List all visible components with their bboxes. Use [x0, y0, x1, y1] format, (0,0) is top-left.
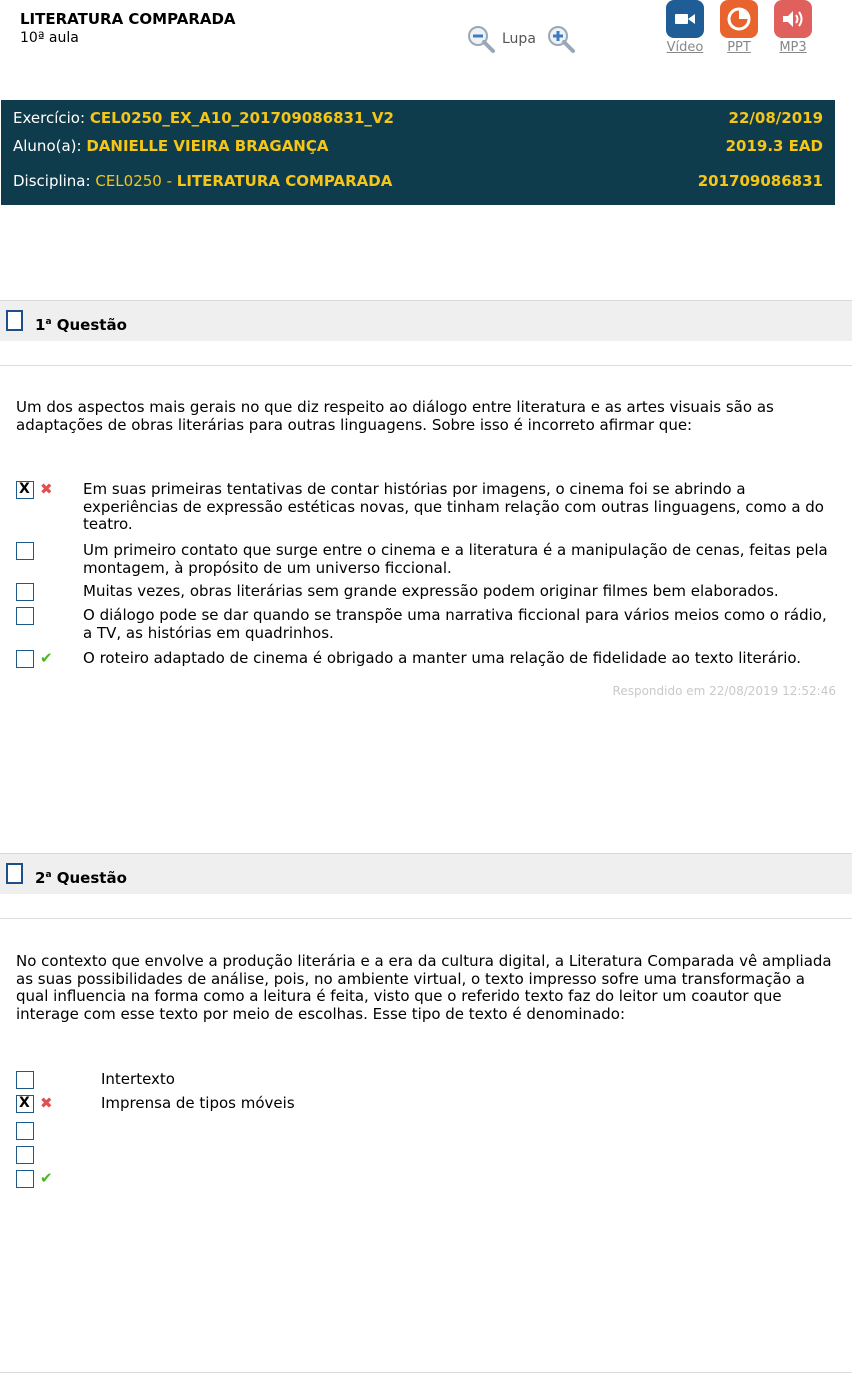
correct-check-icon: ✔ — [40, 649, 53, 667]
option-text: O roteiro adaptado de cinema é obrigado a manter uma relação de fidelidade ao texto literário. — [83, 649, 802, 667]
divider — [0, 1372, 852, 1373]
question-prompt: No contexto que envolve a produção literária e a era da cultura digital, a Literatura Comparada vê ampliada as suas possibilidades de análise, pois, no ambiente virtual, o texto impresso sofre uma transformação a qual influencia na forma como a leitura é feita, visto que o referido texto faz do leitor um coautor que interage com esse texto por meio de escolhas. Esse tipo de texto é denominado: — [16, 952, 832, 1023]
wrong-mark-icon: ✖ — [40, 1094, 53, 1112]
video-camera-icon — [666, 0, 704, 38]
option-text: Imprensa de tipos móveis — [101, 1094, 295, 1112]
zoom-controls — [466, 24, 576, 54]
checkbox[interactable] — [16, 1146, 34, 1164]
exercise-date: 22/08/2019 — [728, 109, 823, 127]
registration-number: 201709086831 — [697, 172, 823, 190]
wrong-mark-icon: ✖ — [40, 480, 53, 498]
ppt-icon — [720, 0, 758, 38]
checkbox[interactable] — [16, 1122, 34, 1140]
question-prompt: Um dos aspectos mais gerais no que diz respeito ao diálogo entre literatura e as artes visuais são as adaptações de obras literárias para outras linguagens. Sobre isso é incorreto afirmar que: — [16, 398, 774, 434]
checkbox[interactable] — [16, 583, 34, 601]
option-text: Em suas primeiras tentativas de contar histórias por imagens, o cinema foi se abrindo a experiências de expressão estéticas novas, que tinham relação com outras linguagens, como a do teatro. — [83, 480, 824, 533]
question-title: 1$^a$ Questão — [35, 316, 127, 334]
checkbox[interactable] — [16, 1170, 34, 1188]
discipline-name: LITERATURA COMPARADA — [176, 172, 393, 190]
question-title: 2$^a$ Questão — [35, 869, 127, 887]
zoom-out-icon[interactable] — [466, 24, 496, 54]
question-header — [0, 300, 852, 341]
checkbox[interactable] — [16, 1095, 34, 1113]
checkbox[interactable] — [16, 542, 34, 560]
option-text: Intertexto — [101, 1070, 175, 1088]
video-button[interactable] — [660, 0, 710, 55]
discipline-code: CEL0250 - — [95, 172, 173, 190]
checkbox[interactable] — [16, 1071, 34, 1089]
divider — [0, 365, 852, 366]
student-name: DANIELLE VIEIRA BRAGANÇA — [86, 137, 329, 155]
document-icon — [6, 310, 24, 332]
zoom-label: Lupa — [502, 31, 536, 47]
checkbox[interactable] — [16, 481, 34, 499]
zoom-in-icon[interactable] — [546, 24, 576, 54]
option-text: O diálogo pode se dar quando se transpõe uma narrativa ficcional para vários meios como o rádio, a TV, as histórias em quadrinhos. — [83, 606, 827, 642]
exercise-code: CEL0250_EX_A10_201709086831_V2 — [89, 109, 394, 127]
discipline-label: Disciplina: — [13, 172, 91, 190]
checkbox[interactable] — [16, 650, 34, 668]
student-label: Aluno(a): — [13, 137, 82, 155]
option-text: Muitas vezes, obras literárias sem grande expressão podem originar filmes bem elaborados. — [83, 582, 779, 600]
exercise-label: Exercício: — [13, 109, 86, 127]
mp3-label[interactable]: MP3 — [779, 40, 807, 55]
question-header — [0, 853, 852, 894]
exercise-info-panel — [1, 100, 835, 205]
mp3-button[interactable] — [768, 0, 818, 55]
course-title: LITERATURA COMPARADA — [20, 10, 236, 28]
lesson-number: 10ª aula — [20, 30, 79, 46]
correct-check-icon: ✔ — [40, 1169, 53, 1187]
document-icon — [6, 863, 24, 885]
option-text: Um primeiro contato que surge entre o cinema e a literatura é a manipulação de cenas, feitas pela montagem, à propósito de um universo ficcional. — [83, 541, 828, 577]
ppt-button[interactable] — [714, 0, 764, 55]
ppt-label[interactable]: PPT — [727, 40, 751, 55]
period: 2019.3 EAD — [725, 137, 823, 155]
video-label[interactable]: Vídeo — [666, 40, 704, 55]
divider — [0, 918, 852, 919]
checkbox[interactable] — [16, 607, 34, 625]
speaker-icon — [774, 0, 812, 38]
answered-timestamp: Respondido em 22/08/2019 12:52:46 — [612, 684, 836, 698]
